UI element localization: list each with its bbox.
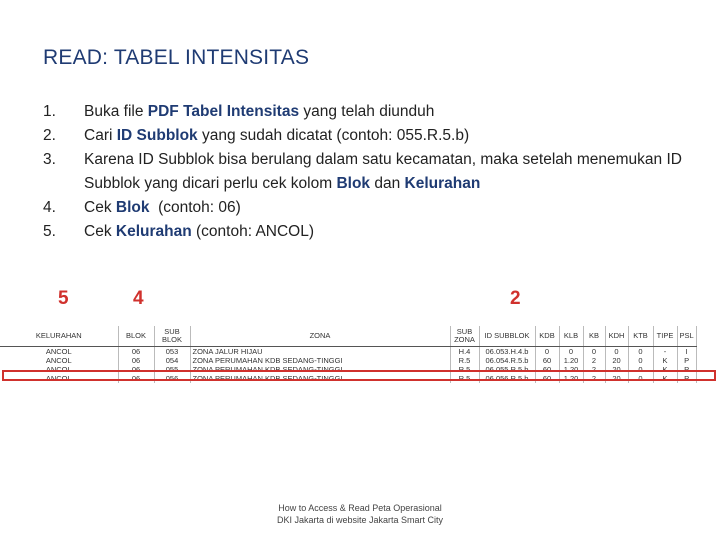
table-row <box>0 347 696 357</box>
col-sub-blok: SUB BLOK <box>154 326 190 347</box>
col-kb: KB <box>583 326 605 347</box>
highlight-id-subblok: ID Subblok <box>116 127 198 144</box>
annotation-step-4: 4 <box>133 288 144 309</box>
annotation-step-2: 2 <box>510 288 521 309</box>
cell: 06 <box>118 356 154 365</box>
cell: 06 <box>118 365 154 374</box>
cell: 0 <box>559 347 583 357</box>
step-text: Cek Kelurahan (contoh: ANCOL) <box>84 223 315 240</box>
cell: 056 <box>154 374 190 383</box>
cell: 06 <box>118 347 154 357</box>
col-kdh: KDH <box>605 326 628 347</box>
highlight-kelurahan: Kelurahan <box>404 175 481 192</box>
step-text: Buka file PDF Tabel Intensitas yang telah diunduh <box>84 103 435 120</box>
table-header-row <box>0 326 696 347</box>
footer-line-1: How to Access & Read Peta Operasional <box>278 503 442 513</box>
col-tipe: TIPE <box>653 326 677 347</box>
cell: I <box>677 347 696 357</box>
col-psl: PSL <box>677 326 696 347</box>
cell: 2 <box>583 365 605 374</box>
cell: P <box>677 356 696 365</box>
highlight-box <box>2 370 716 381</box>
cell: 0 <box>535 347 559 357</box>
cell: P <box>677 374 696 383</box>
cell: 60 <box>535 356 559 365</box>
cell: 06 <box>118 374 154 383</box>
cell: 1.20 <box>559 365 583 374</box>
cell: 20 <box>605 365 628 374</box>
step-number: 3. <box>43 151 56 168</box>
cell: 0 <box>628 374 653 383</box>
cell: 053 <box>154 347 190 357</box>
step-5 <box>43 220 693 244</box>
footer-line-2: DKI Jakarta di website Jakarta Smart City <box>276 515 444 525</box>
cell: H.4 <box>450 347 479 357</box>
cell: 1.20 <box>559 374 583 383</box>
cell: - <box>653 347 677 357</box>
cell: ZONA JALUR HIJAU <box>190 347 450 357</box>
cell: ANCOL <box>0 374 118 383</box>
step-1 <box>43 100 693 124</box>
cell: 0 <box>628 356 653 365</box>
col-ktb: KTB <box>628 326 653 347</box>
cell: 0 <box>628 347 653 357</box>
cell: R.5 <box>450 356 479 365</box>
cell: 20 <box>605 356 628 365</box>
cell: 1.20 <box>559 356 583 365</box>
col-blok: BLOK <box>118 326 154 347</box>
cell: ANCOL <box>0 356 118 365</box>
step-number: 2. <box>43 127 56 144</box>
col-kdb: KDB <box>535 326 559 347</box>
cell: R.5 <box>450 374 479 383</box>
cell: 054 <box>154 356 190 365</box>
cell: ZONA PERUMAHAN KDB SEDANG-TINGGI <box>190 365 450 374</box>
annotation-step-5: 5 <box>58 288 69 309</box>
cell: 2 <box>583 374 605 383</box>
instruction-list <box>43 100 693 244</box>
cell: 60 <box>535 365 559 374</box>
highlight-blok: Blok <box>336 175 371 192</box>
highlight-pdf-tabel-intensitas: PDF Tabel Intensitas <box>147 103 300 120</box>
cell: 0 <box>628 365 653 374</box>
cell: ANCOL <box>0 365 118 374</box>
step-text: Cari ID Subblok yang sudah dicatat (contoh: 055.R.5.b) <box>84 127 470 144</box>
cell: 06.053.H.4.b <box>479 347 535 357</box>
step-2 <box>43 124 693 148</box>
cell: K <box>653 356 677 365</box>
step-3 <box>43 148 693 196</box>
col-zona: ZONA <box>190 326 450 347</box>
cell: K <box>653 374 677 383</box>
col-id-subblok: ID SUBBLOK <box>479 326 535 347</box>
step-number: 4. <box>43 199 56 216</box>
step-4 <box>43 196 693 220</box>
cell: 0 <box>605 347 628 357</box>
step-number: 5. <box>43 223 56 240</box>
cell: 2 <box>583 356 605 365</box>
cell: 60 <box>535 374 559 383</box>
col-kelurahan: KELURAHAN <box>0 326 118 347</box>
highlight-blok: Blok <box>115 199 150 216</box>
cell: 0 <box>583 347 605 357</box>
cell: P <box>677 365 696 374</box>
table-row <box>0 356 696 365</box>
cell: ZONA PERUMAHAN KDB SEDANG-TINGGI <box>190 374 450 383</box>
step-text: Cek Blok (contoh: 06) <box>84 199 241 216</box>
cell: 055 <box>154 365 190 374</box>
highlight-kelurahan: Kelurahan <box>115 223 192 240</box>
cell: 06.055.R.5.b <box>479 365 535 374</box>
step-text: Karena ID Subblok bisa berulang dalam satu kecamatan, maka setelah menemukan ID Subblok yang dicari perlu cek kolom Blok dan Kelurahan <box>84 151 682 192</box>
cell: ANCOL <box>0 347 118 357</box>
cell: K <box>653 365 677 374</box>
col-klb: KLB <box>559 326 583 347</box>
footer <box>248 502 472 526</box>
step-number: 1. <box>43 103 56 120</box>
cell: R.5 <box>450 365 479 374</box>
cell: 06.056.R.5.b <box>479 374 535 383</box>
cell: 06.054.R.5.b <box>479 356 535 365</box>
cell: 20 <box>605 374 628 383</box>
cell: ZONA PERUMAHAN KDB SEDANG-TINGGI <box>190 356 450 365</box>
col-sub-zona: SUB ZONA <box>450 326 479 347</box>
slide-title: READ: TABEL INTENSITAS <box>43 46 310 69</box>
